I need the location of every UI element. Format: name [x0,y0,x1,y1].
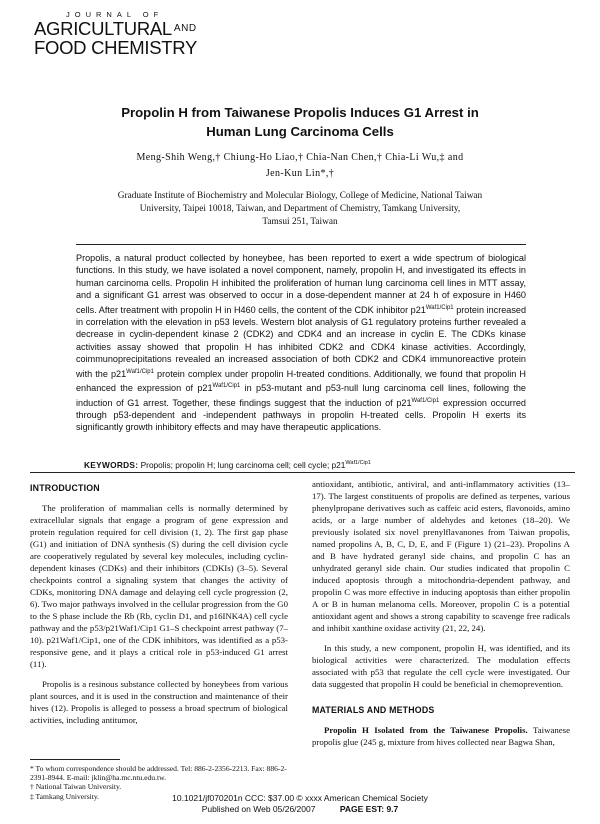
masthead-agricultural: AGRICULTURAL [34,18,172,39]
keywords-label: KEYWORDS: [84,460,139,470]
abstract-part-1: Propolis, a natural product collected by honeybee, has been reported to exert a wide spectrum of biological functions. In this study, we have isolated a novel component, namely, propolin H, and investigated its effects in human carcinoma cells. Propolin H inhibited the proliferation of human lung carcinoma cell lines in MTT assay, and a significant G1 arrest was observed to occur in a dose-dependent manner at 24 h of exposure in H460 cells. After treatment with propolin H in H460 cells, the content of the CDK inhibitor p21 [76,253,526,315]
footnote-ntu: † National Taiwan University. [30,782,122,792]
keywords-text: Propolis; propolin H; lung carcinoma cell; cell cycle; p21 [140,460,346,470]
page-bottom [0,793,600,815]
published-date: Published on Web 05/26/2007 [201,804,316,814]
publish-line [0,804,600,815]
keywords-sup: Waf1/Cip1 [345,460,371,467]
abstract-top-rule [76,244,526,245]
footnote-correspondence: * To whom correspondence should be addressed. Tel: 886-2-2356-2213. Fax: 886-2-2391-8944. E-mail: jklin@ha.mc.ntu.edu.tw. [30,764,287,783]
abstract-sup-3: Waf1/Cip1 [212,383,241,390]
affil-line-2: University, Taipei 10018, Taiwan, and Department of Chemistry, Tamkang University, [139,204,461,214]
right-column [312,478,570,756]
masthead-and: AND [173,23,197,34]
article-title [60,103,540,141]
abstract-part-4: in p53-mutant and p53-null lung carcinoma cell lines, following the induction of G1 arrest. Together, these findings suggest that the induction of p21 [76,383,526,408]
abstract-sup-4: Waf1/Cip1 [411,397,440,404]
masthead-food-chemistry: FOOD CHEMISTRY [34,37,197,58]
author-list [70,150,530,182]
authors-line-2: Jen-Kun Lin*,† [265,168,335,179]
abstract-sup-1: Waf1/Cip1 [425,304,454,311]
abstract-part-3: protein complex under propolin H-treated conditions. Additionally, we found that propolin H enhanced the expression of p21 [76,368,527,394]
affiliations [90,190,510,229]
affil-line-3: Tamsui 251, Taiwan [262,217,338,227]
keywords-line [84,460,524,470]
footnote-rule [30,759,120,760]
abstract-sup-2: Waf1/Cip1 [126,368,154,375]
methods-heading: MATERIALS AND METHODS [312,705,435,715]
doi-line: 10.1021/jf070201n CCC: $37.00 © xxxx American Chemical Society [172,793,428,803]
abstract-part-5: expression occurred through p53-dependent and -independent pathways in propolin H-treated cells. Propolin H exerts its significantly growth inhibitory effects and may have therapeutic applications. [76,397,526,433]
intro-paragraph-2: Propolis is a resinous substance collected by honeybees from various plant sources, and it is used in the construction and maintenance of their hives (12). Propolis is alleged to possess a broad spectrum of biological activities, including antitumor, [30,679,288,725]
intro-paragraph-1: The proliferation of mammalian cells is normally determined by extracellular signals that engage a program of gene expression and protein regulation required for cell division (1, 2). The first gap phase (G1) and initiation of DNA synthesis (S) during the cell division cycle are cooperatively regulated by several key molecules, including cyclin-dependent kinases (CDKs) and their inhibitors (CDKIs) (3–5). Several checkpoints control a signaling system that changes the activity of CDKs, monitoring DNA damage and delaying cell cycle progression (2, 6). Two major pathways involved in the cellular progression from the G0 to the S phase include the Rb (Rb, cyclin D1, and p16INK4A) cell cycle pathway and the p53/p21Waf1/Cip1 G1–S checkpoint arrest pathway (7–10). p21Waf1/Cip1, one of the CDK inhibitors, was identified as a p53-responsive gene, and it plays a critical role in p53-induced G1 arrest (11). [30,503,288,669]
abstract [76,252,526,434]
intro-paragraph-3: antioxidant, antibiotic, antiviral, and anti-inflammatory activities (13–17). The largest constituents of propolis are defined as terpenes, various phenylpropane derivatives such as caffeic acid esters, flavonoids, amino acids, or a large number of aldehydes and ketones (18–20). We previously isolated six novel prenylflavanones from Taiwan propolis, named propolins A, B, C, D, E, and F (Figure 1) (21–23). Propolins A and B have hydrated geranyl side chains, and propolin C has an unhydrated geranyl side chain. Our studies indicated that propolin C induced apoptosis through a mitochondria-dependent pathway, and propolin C was more effective in inducing apoptosis than either propolin A or B in human melanoma cells. Moreover, propolin C is a potential antioxidant agent and shows a strong capability to scavenge free radicals and inhibit xanthine oxidase activity (21, 22, 24). [312,479,570,633]
footnote-tamkang: ‡ Tamkang University. [30,791,100,801]
introduction-heading: INTRODUCTION [30,483,100,493]
abstract-bottom-rule [30,472,575,473]
methods-text: Taiwanese propolis glue (245 g, mixture from hives collected near Bagwa Shan, [312,725,570,747]
authors-line-1: Meng-Shih Weng,† Chiung-Ho Liao,† Chia-Nan Chen,† Chia-Li Wu,‡ and [136,152,464,163]
masthead-journal-of: JOURNAL OF [66,10,164,19]
intro-paragraph-4: In this study, a new component, propolin H, was identified, and its biological activities were characterized. The modulation effects associated with p53 that regulate the cell cycle were investigated. Our data suggested that propolin H could be beneficial in chemoprevention. [312,643,570,689]
methods-paragraph [312,724,570,748]
title-line-2: Human Lung Carcinoma Cells [206,124,394,139]
affil-line-1: Graduate Institute of Biochemistry and Molecular Biology, College of Medicine, National Taiwan [117,191,483,201]
journal-masthead [34,10,334,57]
methods-subhead: Propolin H Isolated from the Taiwanese Propolis. [324,725,528,735]
page-estimate: PAGE EST: 9.7 [339,804,399,814]
abstract-part-2: protein increased in correlation with the elevation in p53 levels. Western blot analysis of G1 regulatory proteins further revealed a decrease in cyclin-dependent kinase 2 (CDK2) and CDK4 and an increase in cyclin E. The CDKs kinase activities assay showed that propolin H has inhibited CDK2 and CDK4 kinase activities. Accordingly, coimmunoprecipitations revealed an increased association of both CDK2 and CDK4 immunoreactive protein with the p21 [76,304,527,379]
left-column [30,482,288,734]
masthead-line-1 [34,19,334,38]
title-line-1: Propolin H from Taiwanese Propolis Induces G1 Arrest in [121,105,479,120]
